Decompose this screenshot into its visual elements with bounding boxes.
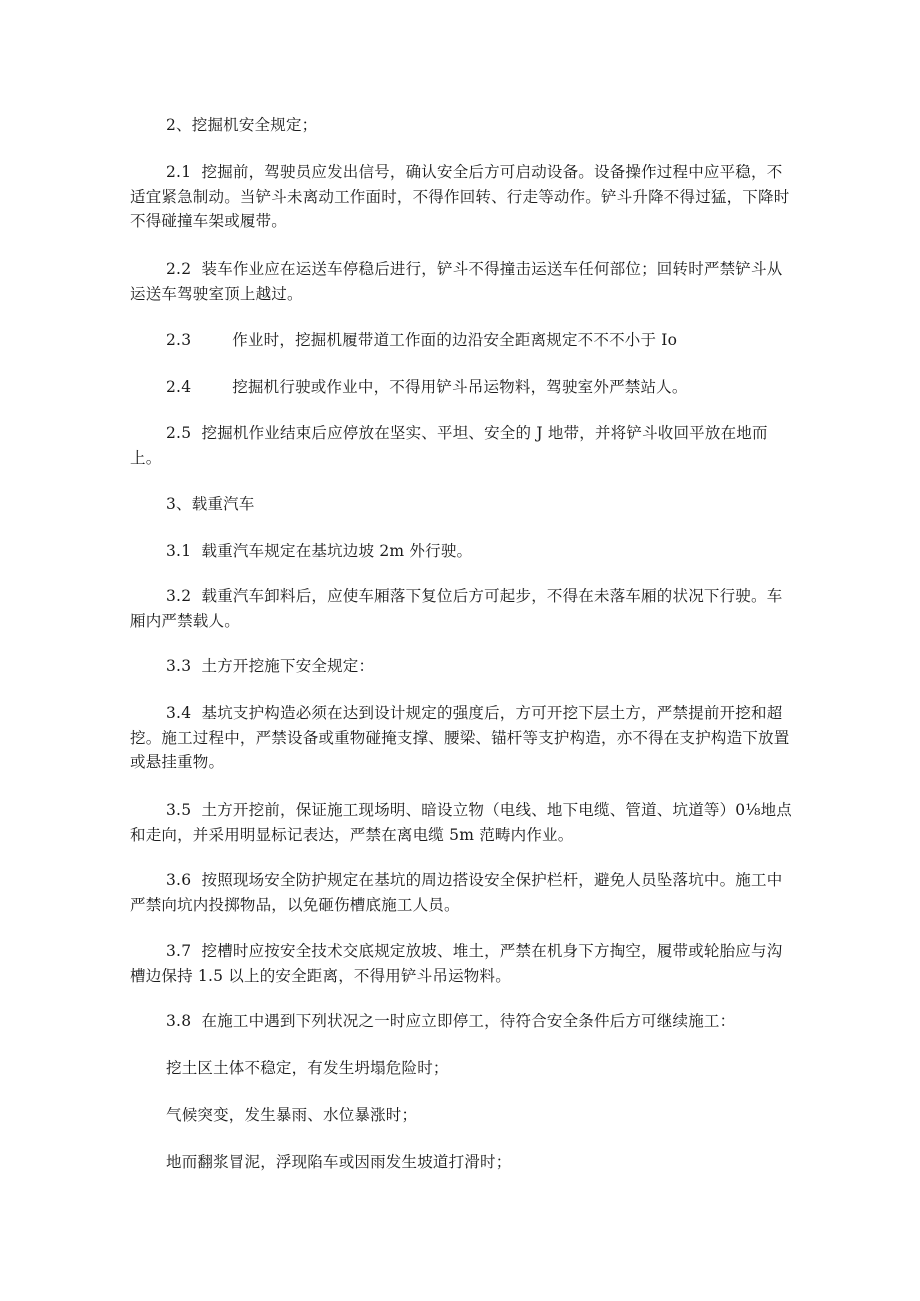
paragraph-3-7: 3.7 挖槽时应按安全技术交底规定放坡、堆土，严禁在机身下方掏空，履带或轮胎应与沟槽边保持 1.5 以上的安全距离，不得用铲斗吊运物料。 <box>130 942 783 985</box>
paragraph-2-5: 2.5 挖掘机作业结束后应停放在坚实、平坦、安全的 J 地带，并将铲斗收回平放在地而上。 <box>130 424 768 467</box>
paragraph-2-2: 2.2 装车作业应在运送车停稳后进行，铲斗不得撞击运送车任何部位；回转时严禁铲斗从运送车驾驶室顶上越过。 <box>130 260 783 303</box>
section-heading-truck: 3、载重汽车 <box>166 495 255 513</box>
paragraph-3-4: 3.4 基坑支护构造必须在达到设计规定的强度后，方可开挖下层土方，严禁提前开挖和超挖。施工过程中，严禁设备或重物碰掩支撑、腰梁、锚杆等支护构造，亦不得在支护构造下放置或悬挂重物。 <box>130 704 790 771</box>
paragraph-3-1: 3.1 载重汽车规定在基坑边坡 2m 外行驶。 <box>166 542 473 560</box>
list-item-weather: 气候突变，发生暴雨、水位暴涨时； <box>166 1106 418 1124</box>
paragraph-3-3: 3.3 土方开挖施下安全规定： <box>166 657 375 675</box>
paragraph-2-4: 2.4 挖掘机行驶或作业中，不得用铲斗吊运物料，驾驶室外严禁站人。 <box>166 378 688 396</box>
list-item-ground-mud: 地而翻浆冒泥，浮现陷车或因雨发生坡道打滑时； <box>166 1153 512 1171</box>
paragraph-3-5: 3.5 土方开挖前，保证施工现场明、暗设立物（电线、地下电缆、管道、坑道等）0⅛地点和走向，并采用明显标记表达，严禁在离电缆 5m 范畴内作业。 <box>130 801 792 844</box>
paragraph-2-3: 2.3 作业时，挖掘机履带道工作面的边沿安全距离规定不不不小于 Io <box>166 331 678 349</box>
paragraph-2-1: 2.1 挖掘前，驾驶员应发出信号，确认安全后方可启动设备。设备操作过程中应平稳，不适宜紧急制动。当铲斗未离动工作面时，不得作回转、行走等动作。铲斗升降不得过猛，下降时不得碰撞车架或履带。 <box>130 163 790 230</box>
paragraph-3-2: 3.2 载重汽车卸料后，应使车厢落下复位后方可起步，不得在未落车厢的状况下行驶。车厢内严禁载人。 <box>130 587 783 630</box>
paragraph-3-8: 3.8 在施工中遇到下列状况之一时应立即停工，待符合安全条件后方可继续施工： <box>166 1012 736 1030</box>
section-heading-excavator: 2、挖掘机安全规定； <box>166 116 318 134</box>
list-item-unstable-soil: 挖土区土体不稳定，有发生坍塌危险时； <box>166 1059 449 1077</box>
paragraph-3-6: 3.6 按照现场安全防护规定在基坑的周边搭设安全保护栏杆，避免人员坠落坑中。施工中严禁向坑内投掷物品，以免砸伤槽底施工人员。 <box>130 871 783 914</box>
